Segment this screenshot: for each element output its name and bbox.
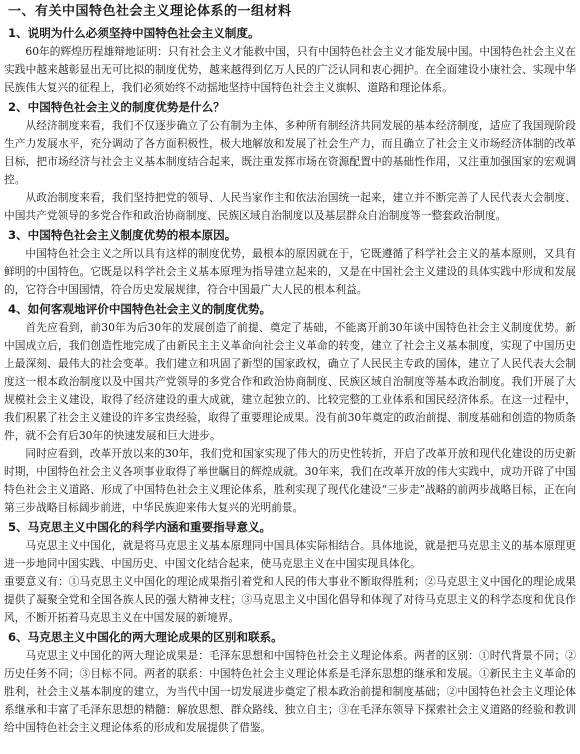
section-heading: 5、马克思主义中国化的科学内涵和重要指导意义。 — [8, 520, 272, 534]
paragraph: 马克思主义中国化的两大理论成果是：毛泽东思想和中国特色社会主义理论体系。两者的区别：①时代背景不同；②历史任务不同；③目标不同。两者的联系：中国特色社会主义理论体系是毛泽东思想的继承和发展。①新民主主义革命的胜利，社会主义基本制度的建立，为当代中国一切发展进步奠定了根本政治前提和制度基础；②中国特色社会主义理论体系继承和丰富了毛泽东思想的精髓：解放思想、群众路线、独立自主；③在毛泽东领导下探索社会主义道路的经验和教训给中国特色社会主义理论体系的形成和发展提供了借鉴。 — [4, 649, 576, 734]
section-heading: 6、马克思主义中国化的两大理论成果的区别和联系。 — [8, 630, 283, 644]
section-2 — [4, 98, 576, 225]
section-3 — [4, 226, 576, 299]
paragraph: 中国特色社会主义之所以具有这样的制度优势，最根本的原因就在于，它既遵循了科学社会主义的基本原则，又具有鲜明的中国特色。它既是以科学社会主义基本原理为指导建立起来的，又是在中国社会主义建设的具体实践中形成和发展的，它符合中国国情，符合历史发展规律，符合中国最广大人民的根本利益。 — [4, 247, 576, 296]
section-4 — [4, 300, 576, 517]
section-heading: 4、如何客观地评价中国特色社会主义的制度优势。 — [8, 302, 272, 316]
paragraph: 首先应看到，前30年为后30年的发展创造了前提、奠定了基础，不能离开前30年谈中国特色社会主义制度优势。新中国成立后，我们创造性地完成了由新民主主义革命向社会主义革命的转变，建立了社会主义基本制度，实现了中国历史上最深刻、最伟大的社会变革。我们建立和巩固了新型的国家政权，确立了人民民主专政的国体，建立了人民代表大会制度这一根本政治制度以及中国共产党领导的多党合作和政治协商制度、民族区域自治制度等基本政治制度。我们开展了大规模社会主义建设，取得了经济建设的重大成就，建立起独立的、比较完整的工业体系和国民经济体系。在这一过程中，我们积累了社会主义建设的许多宝贵经验，取得了重要理论成果。没有前30年奠定的政治前提、制度基础和创造的物质条件，就不会有后30年的快速发展和巨大进步。 — [4, 321, 576, 442]
section-heading: 1、说明为什么必须坚持中国特色社会主义制度。 — [8, 26, 260, 40]
section-1 — [4, 24, 576, 97]
paragraph: 重要意义有：①马克思主义中国化的理论成果指引着党和人民的伟大事业不断取得胜利；②马克思主义中国化的理论成果提供了凝聚全党和全国各族人民的强大精神支柱；③马克思主义中国化倡导和体现了对待马克思主义的科学态度和优良作风，不断开拓着马克思主义在中国发展的新境界。 — [4, 575, 576, 624]
paragraph: 同时应看到，改革开放以来的30年，我们党和国家实现了伟大的历史性转折，开启了改革开放和现代化建设的历史新时期，中国特色社会主义各项事业取得了举世瞩目的辉煌成就。30年来，我们在改革开放的伟大实践中，成功开辟了中国特色社会主义道路、形成了中国特色社会主义理论体系，胜利实现了现代化建设“三步走”战略的前两步战略目标，正在向第三步战略目标阔步前进，中华民族迎来伟大复兴的光明前景。 — [4, 447, 576, 514]
document-title: 一、有关中国特色社会主义理论体系的一组材料 — [8, 4, 292, 19]
section-6 — [4, 628, 576, 737]
section-heading: 2、中国特色社会主义的制度优势是什么？ — [8, 100, 225, 114]
section-heading: 3、中国特色社会主义制度优势的根本原因。 — [8, 228, 237, 242]
paragraph: 从经济制度来看，我们不仅逐步确立了公有制为主体、多种所有制经济共同发展的基本经济制度，适应了我国现阶段生产力发展水平，充分调动了各方面积极性，极大地解放和发展了社会生产力，而且确立了社会主义市场经济体制的改革目标，把市场经济与社会主义基本制度结合起来，既注重发挥市场在资源配置中的基础性作用，又注重加强国家的宏观调控。 — [4, 119, 576, 186]
section-5 — [4, 518, 576, 627]
paragraph: 从政治制度来看，我们坚持把党的领导、人民当家作主和依法治国统一起来，建立并不断完善了人民代表大会制度、中国共产党领导的多党合作和政治协商制度、民族区域自治制度以及基层群众自治制度等一整套政治制度。 — [4, 191, 576, 222]
paragraph: 60年的辉煌历程雄辩地证明：只有社会主义才能救中国，只有中国特色社会主义才能发展中国。中国特色社会主义在实践中越来越彰显出无可比拟的制度优势，越来越得到亿万人民的广泛认同和衷心拥护。在全面建设小康社会、实现中华民族伟大复兴的征程上，我们必须始终不动摇地坚持中国特色社会主义旗帜、道路和理论体系。 — [4, 45, 576, 94]
paragraph: 马克思主义中国化，就是将马克思主义基本原理同中国具体实际相结合。具体地说，就是把马克思主义的基本原理更进一步地同中国实践、中国历史、中国文化结合起来，使马克思主义在中国实现具体化。 — [4, 539, 576, 570]
